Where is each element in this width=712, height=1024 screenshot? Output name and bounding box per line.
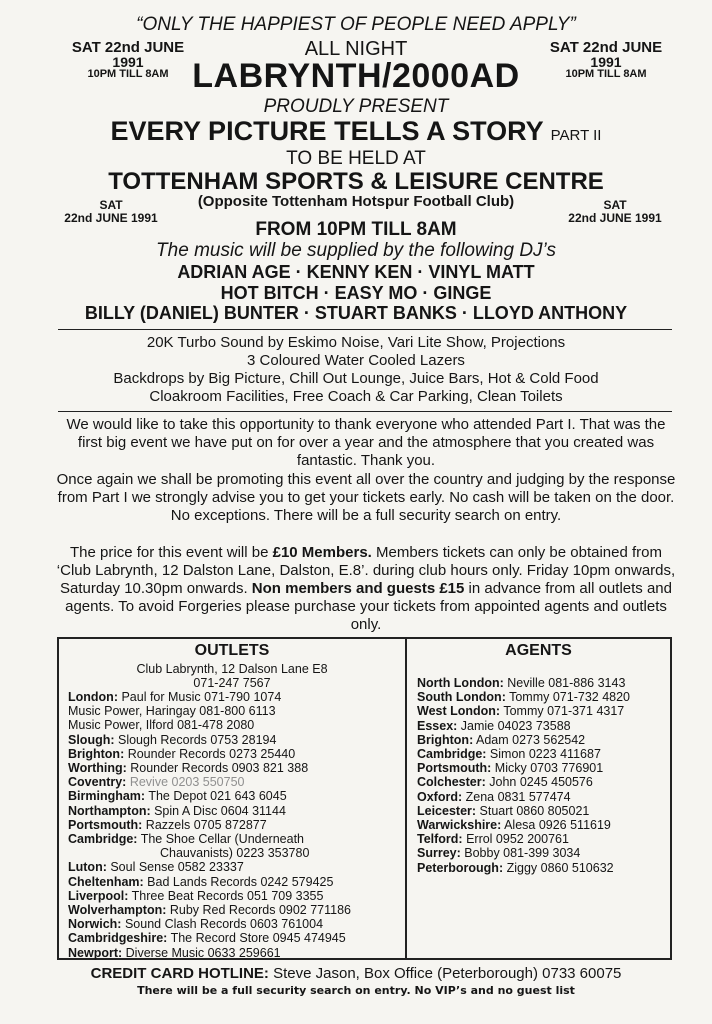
price-text: The price for this event will be [70,544,273,561]
dj-row: ADRIAN AGE · KENNY KEN · VINYL MATT [177,262,535,282]
divider-line [58,329,672,330]
club-phone: 071-247 7567 [193,676,271,691]
agent-item: Colchester: John 0245 450576 [417,775,593,790]
outlet-item: Brighton: Rounder Records 0273 25440 [68,746,296,761]
agent-item: Portsmouth: Micky 0703 776901 [417,761,604,776]
feature-line: Cloakroom Facilities, Free Coach & Car Parking, Clean Toilets [149,388,563,405]
agent-item: Surrey: Bobby 081-399 3034 [417,846,581,861]
agent-item: Oxford: Zena 0831 577474 [417,789,571,804]
outlet-item: Wolverhampton: Ruby Red Records 0902 771186 [68,903,352,918]
event-title [0,116,712,147]
member-price: £10 Members. [272,544,372,561]
features-list [0,334,712,406]
agent-item: North London: Neville 081-886 3143 [417,676,626,690]
agents-title: AGENTS [505,642,572,659]
thanks-paragraph: We would like to take this opportunity to thank everyone who attended Part I. That was the first big event we have put on for over a year and the atmosphere that you created was fantastic. Thank you. [66,416,666,469]
price-text: in advance from all outlets and agents. To avoid Forgeries please purchase your tickets from appointed agents and outlets only. [65,580,672,633]
outlet-item: Chauvanists) 0223 353780 [160,846,310,861]
date-right-time: 10PM TILL 8AM [565,68,647,80]
tagline: “ONLY THE HAPPIEST OF PEOPLE NEED APPLY” [136,14,576,35]
agent-item: South London: Tommy 071-732 4820 [417,690,631,705]
sat-small-left: SAT [99,198,123,212]
outlet-item: Cambridge: The Shoe Cellar (Underneath [68,832,304,847]
club-address [59,662,405,690]
box-divider [405,637,407,960]
outlet-item: Northampton: Spin A Disc 0604 31144 [68,803,286,818]
agents-list [417,676,669,875]
outlet-item: Coventry: Revive 0203 550750 [68,775,245,790]
sat-small-right: SAT [603,198,627,212]
outlet-item: Liverpool: Three Beat Records 051 709 3355 [68,888,324,903]
outlet-item: Music Power, Ilford 081-478 2080 [68,718,255,733]
outlet-item: Luton: Soul Sense 0582 23337 [68,860,244,875]
outlet-item: Portsmouth: Razzels 0705 872877 [68,817,267,832]
outlet-item: Cheltenham: Bad Lands Records 0242 579425 [68,874,334,889]
dj-row: HOT BITCH · EASY MO · GINGE [220,283,492,303]
agent-item: Brighton: Adam 0273 562542 [417,732,586,747]
outlet-item: Newport: Diverse Music 0633 259661 [68,945,281,960]
dj-row: BILLY (DANIEL) BUNTER · STUART BANKS · LLOYD ANTHONY [84,303,628,323]
outlet-item: Norwich: Sound Clash Records 0603 761004 [68,917,324,932]
promotion-paragraph: Once again we shall be promoting this event all over the country and judging by the response from Part I we strongly advise you to get your tickets early. No cash will be taken on the door. No exceptions. There will be a full security search on entry. [56,471,676,524]
date-right-year: 1991 [590,54,622,70]
agent-item: Peterborough: Ziggy 0860 510632 [417,860,614,875]
date-small-left-text: 22nd JUNE 1991 [64,210,158,225]
agent-item: Warwickshire: Alesa 0926 511619 [417,818,611,833]
outlet-item: London: Paul for Music 071-790 1074 [68,690,282,704]
event-part: PART II [550,127,602,144]
feature-line: 3 Coloured Water Cooled Lazers [247,352,465,369]
outlet-item: Worthing: Rounder Records 0903 821 388 [68,761,309,776]
outlet-item: Slough: Slough Records 0753 28194 [68,732,277,747]
agent-item: Leicester: Stuart 0860 805021 [417,803,590,818]
event-times: FROM 10PM TILL 8AM [255,219,457,240]
event-title-text: EVERY PICTURE TELLS A STORY [110,116,544,146]
venue: TOTTENHAM SPORTS & LEISURE CENTRE [108,168,604,195]
date-left-line1: SAT 22nd JUNE [71,39,185,56]
agent-item: Essex: Jamie 04023 73588 [417,718,571,733]
hotline-detail: Steve Jason, Box Office (Peterborough) 0733 60075 [268,965,622,982]
hotline-label: CREDIT CARD HOTLINE: [90,965,269,982]
to-be-held: TO BE HELD AT [286,148,426,169]
feature-line: 20K Turbo Sound by Eskimo Noise, Vari Lite Show, Projections [146,334,566,351]
outlets-list [68,690,402,960]
date-small-right-text: 22nd JUNE 1991 [568,210,662,225]
price-paragraph [54,544,678,634]
price-text: Members tickets can only be obtained from ‘Club Labrynth, 12 Dalston Lane, Dalston, E.8’. during club hours only. Friday 10pm onwards, Saturday 10.30pm onwards. [56,544,676,597]
agent-item: Telford: Errol 0952 200761 [417,832,569,847]
security-note: There will be a full security search on entry. No VIP’s and no guest list [137,984,575,997]
promoter-headline: LABRYNTH/2000AD [192,57,520,95]
proudly-present: PROUDLY PRESENT [263,96,449,117]
feature-line: Backdrops by Big Picture, Chill Out Lounge, Juice Bars, Hot & Cold Food [113,370,599,387]
agent-item: West London: Tommy 071-371 4317 [417,704,625,719]
agent-item: Cambridge: Simon 0223 411687 [417,747,601,762]
venue-note: (Opposite Tottenham Hotspur Football Club) [197,193,515,210]
date-left-time: 10PM TILL 8AM [87,68,169,80]
outlets-title: OUTLETS [194,642,270,659]
outlet-item: Music Power, Haringay 081-800 6113 [68,704,276,719]
outlet-item: Cambridgeshire: The Record Store 0945 474945 [68,931,346,946]
outlet-item: Birmingham: The Depot 021 643 6045 [68,789,287,804]
music-intro: The music will be supplied by the following DJ’s [156,240,556,261]
all-night: ALL NIGHT [304,38,408,60]
divider-line [58,411,672,412]
date-left-year: 1991 [112,54,144,70]
credit-card-hotline [0,965,712,982]
non-member-price: Non members and guests £15 [251,580,465,597]
date-right-line1: SAT 22nd JUNE [549,39,663,56]
club-address-line: Club Labrynth, 12 Dalson Lane E8 [136,662,328,676]
